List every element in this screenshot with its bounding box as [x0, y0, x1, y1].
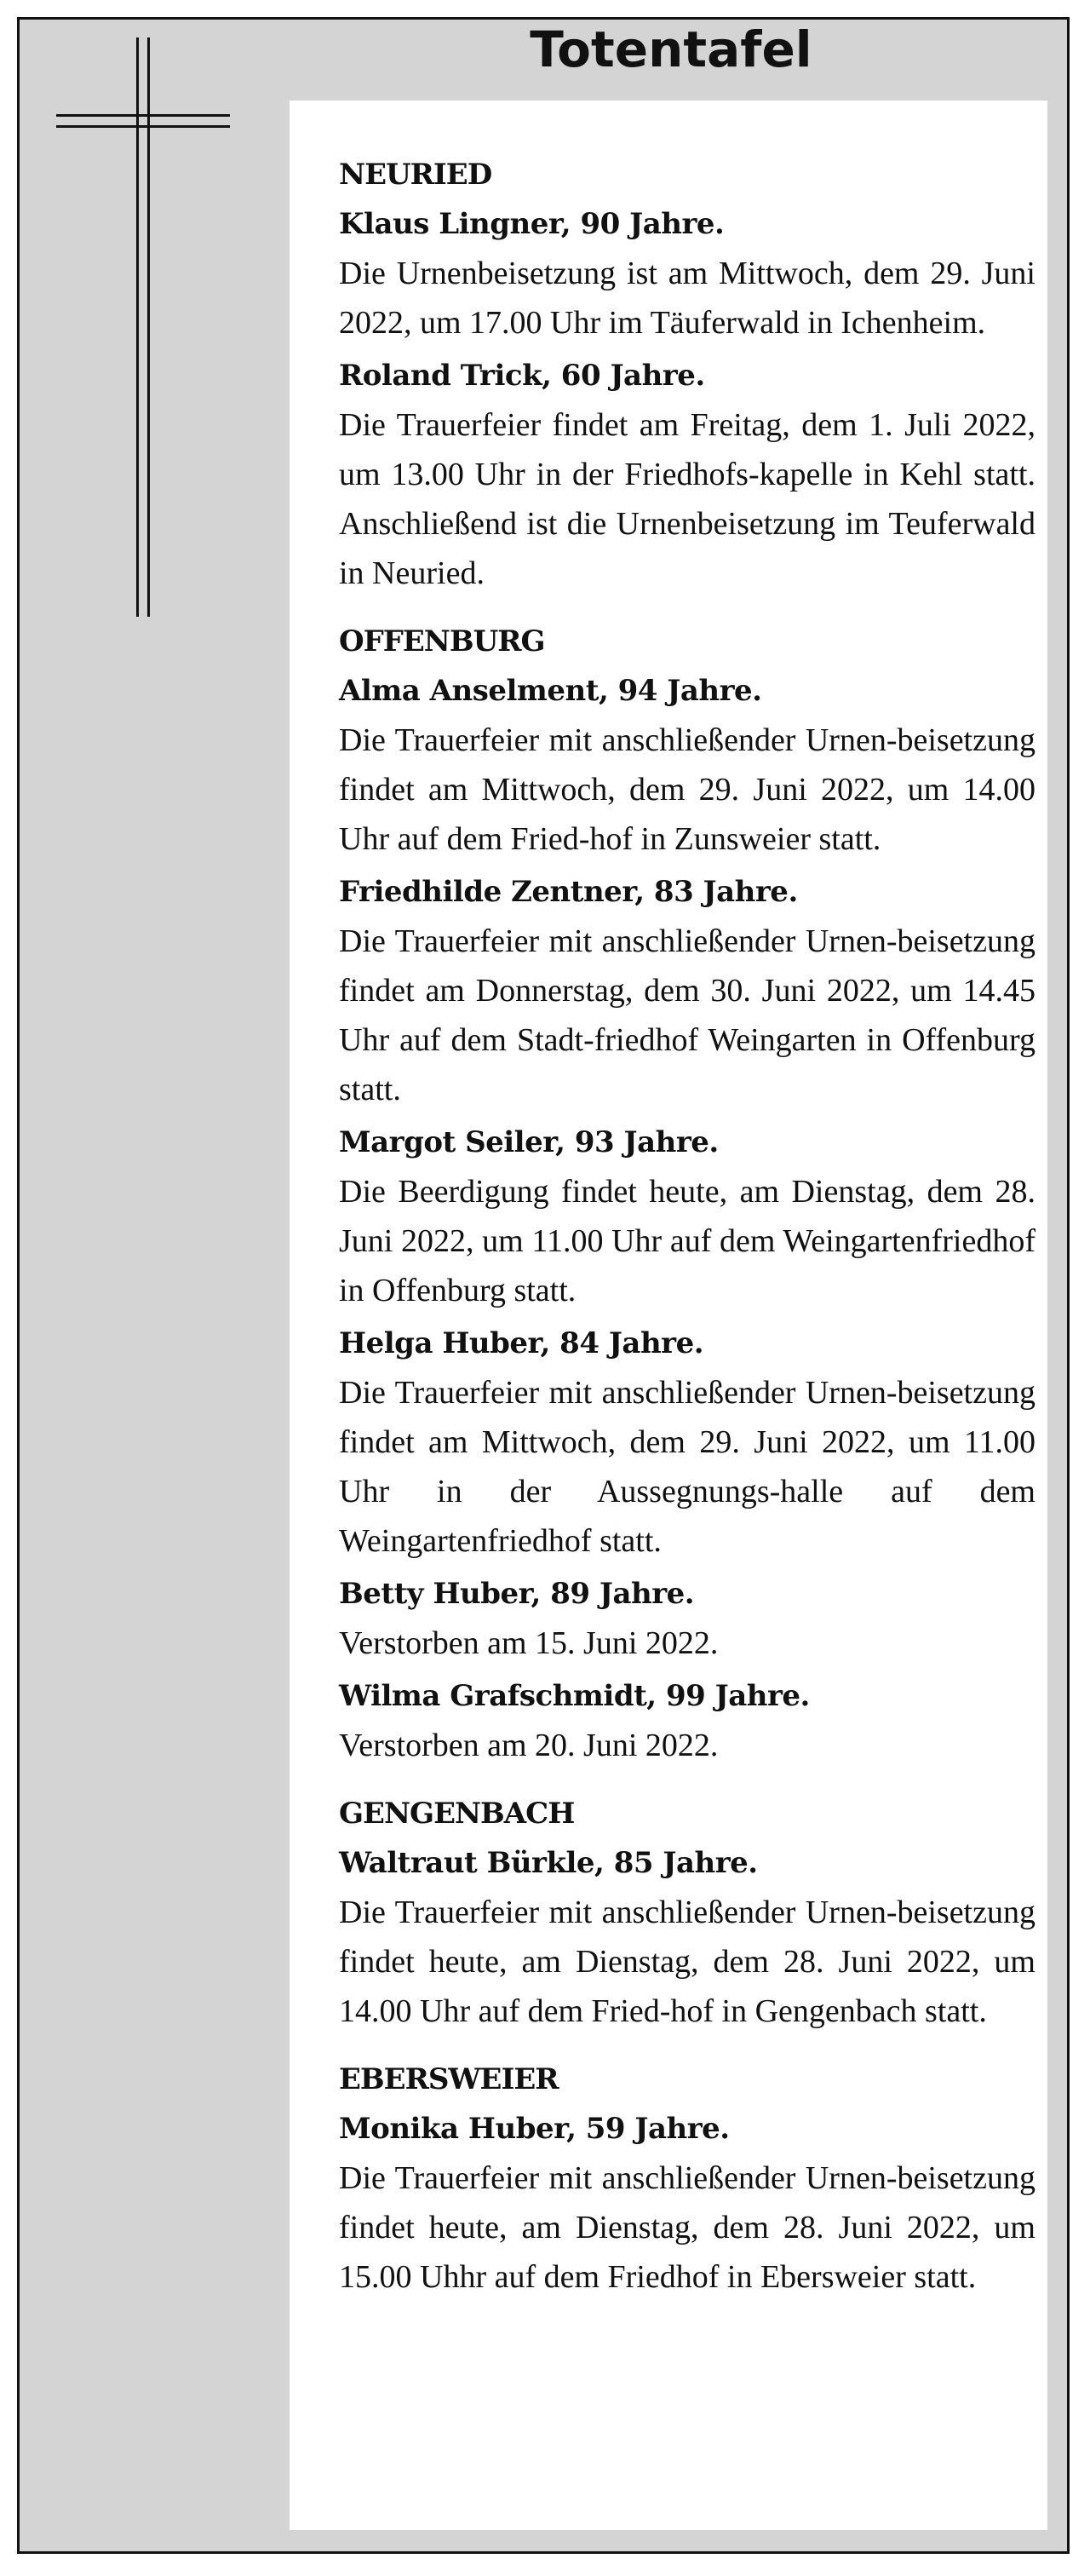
obituary-entry [339, 2104, 1036, 2302]
ceremony-text: Die Trauerfeier mit anschließender Urnen-beisetzung findet am Mittwoch, dem 29. Juni 2022, um 11.00 Uhr in der Aussegnungs-halle auf dem Weingartenfriedhof statt. [339, 1375, 1036, 1559]
ceremony-text: Die Trauerfeier mit anschließender Urnen-beisetzung findet am Mittwoch, dem 29. Juni 2022, um 14.00 Uhr auf dem Fried-hof in Zunsweier statt. [339, 722, 1036, 857]
ceremony-text: Die Trauerfeier mit anschließender Urnen-beisetzung findet am Donnerstag, dem 30. Juni 2022, um 14.45 Uhr auf dem Stadt-friedhof Weingarten in Offenburg statt. [339, 923, 1036, 1107]
section-offenburg [339, 617, 1036, 1770]
deceased-name: Wilma Grafschmidt, 99 Jahre. [339, 1679, 810, 1713]
obituary-entry [339, 199, 1036, 348]
section-heading: OFFENBURG [339, 624, 545, 658]
deceased-name: Klaus Lingner, 90 Jahre. [339, 207, 725, 241]
section-neuried [339, 150, 1036, 598]
obituary-list [339, 150, 1036, 2320]
deceased-name: Margot Seiler, 93 Jahre. [339, 1125, 719, 1159]
section-heading: EBERSWEIER [339, 2062, 559, 2096]
death-date-text: Verstorben am 20. Juni 2022. [339, 1728, 719, 1763]
deceased-name: Friedhilde Zentner, 83 Jahre. [339, 875, 798, 909]
deceased-name: Monika Huber, 59 Jahre. [339, 2112, 730, 2146]
obituary-entry [339, 1118, 1036, 1315]
obituary-entry [339, 1569, 1036, 1668]
ceremony-text: Die Trauerfeier findet am Freitag, dem 1. Juli 2022, um 13.00 Uhr in der Friedhofs-kapelle in Kehl statt. Anschließend ist die Urnenbeisetzung im Teuferwald in Neuried. [339, 407, 1036, 591]
ceremony-text: Die Urnenbeisetzung ist am Mittwoch, dem 29. Juni 2022, um 17.00 Uhr im Täuferwald in Ichenheim. [339, 256, 1036, 341]
obituary-entry [339, 1838, 1036, 2036]
deceased-name: Waltraut Bürkle, 85 Jahre. [339, 1846, 758, 1880]
cross-icon-horizontal [56, 114, 230, 128]
obituary-entry [339, 351, 1036, 598]
ceremony-text: Die Trauerfeier mit anschließender Urnen-beisetzung findet heute, am Dienstag, dem 28. Juni 2022, um 14.00 Uhr auf dem Fried-hof in Gengenbach statt. [339, 1895, 1036, 2029]
deceased-name: Roland Trick, 60 Jahre. [339, 359, 705, 393]
death-date-text: Verstorben am 15. Juni 2022. [339, 1625, 719, 1661]
obituary-entry [339, 867, 1036, 1114]
section-heading: NEURIED [339, 158, 492, 192]
deceased-name: Helga Huber, 84 Jahre. [339, 1326, 704, 1360]
obituary-entry [339, 1319, 1036, 1566]
page-title: Totentafel [530, 20, 812, 78]
section-ebersweier [339, 2055, 1036, 2302]
ceremony-text: Die Beerdigung findet heute, am Dienstag, dem 28. Juni 2022, um 11.00 Uhr auf dem Weingartenfriedhof in Offenburg statt. [339, 1174, 1036, 1308]
section-gengenbach [339, 1789, 1036, 2036]
ceremony-text: Die Trauerfeier mit anschließender Urnen-beisetzung findet heute, am Dienstag, dem 28. Juni 2022, um 15.00 Uhhr auf dem Friedhof in Ebersweier statt. [339, 2160, 1036, 2295]
obituary-entry [339, 666, 1036, 864]
deceased-name: Alma Anselment, 94 Jahre. [339, 674, 762, 708]
obituary-entry [339, 1671, 1036, 1770]
section-heading: GENGENBACH [339, 1797, 575, 1831]
deceased-name: Betty Huber, 89 Jahre. [339, 1577, 695, 1611]
